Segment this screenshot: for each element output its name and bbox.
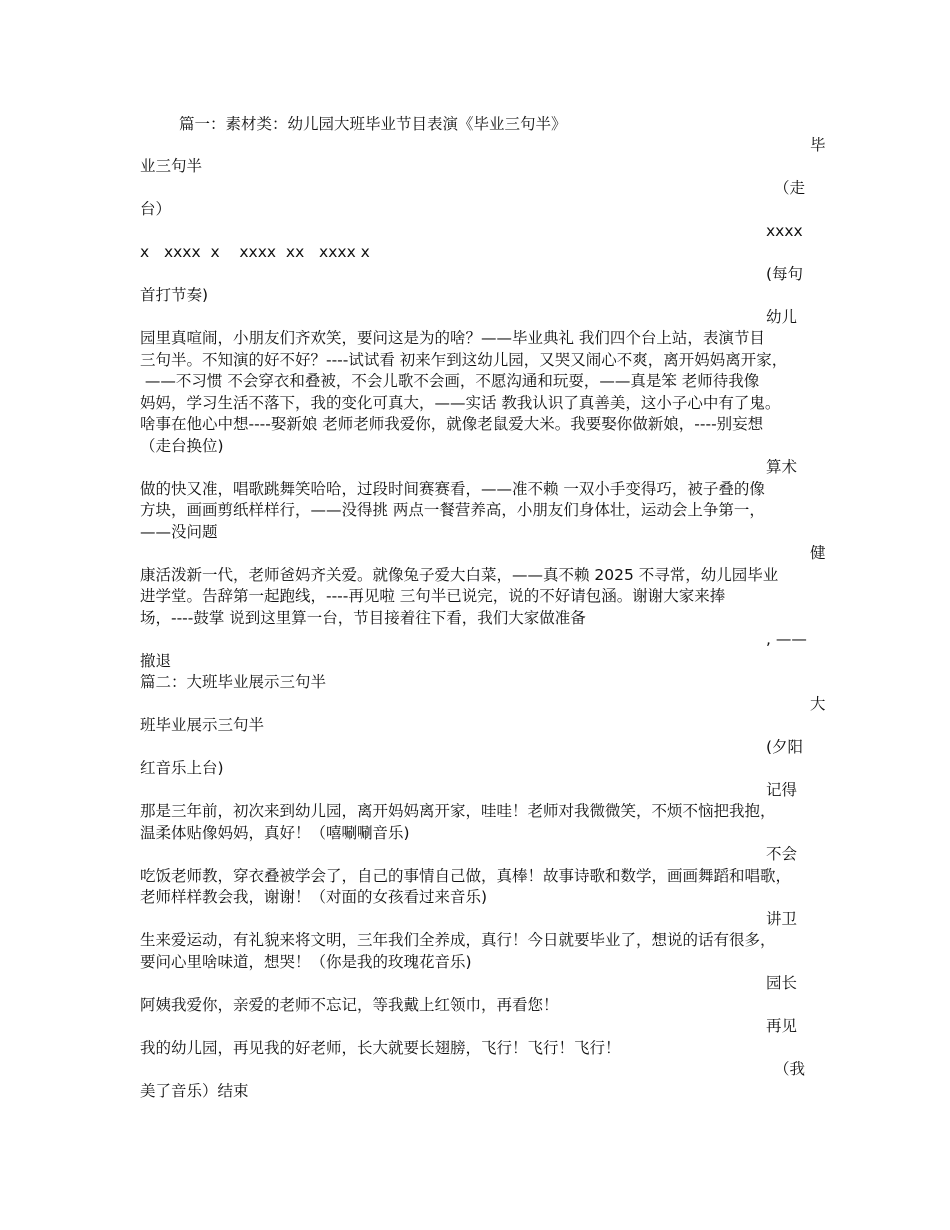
text-line: , —— xyxy=(766,630,807,648)
text-line: (夕阳 xyxy=(766,738,804,756)
text-line: 阿姨我爱你，亲爱的老师不忘记，等我戴上红领巾，再看您！ xyxy=(140,996,559,1014)
text-line: 再见 xyxy=(766,1017,798,1035)
text-line: 方块，画画剪纸样样行，——没得挑 两点一餐营养高，小朋友们身体壮，运动会上争第一， xyxy=(140,501,765,519)
text-line: 园里真喧闹，小朋友们齐欢笑，要问这是为的啥？——毕业典礼 我们四个台上站，表演节目 xyxy=(140,329,765,347)
text-line: 美了音乐）结束 xyxy=(140,1082,249,1100)
text-line: 吃饭老师教，穿衣叠被学会了，自己的事情自己做，真棒！故事诗歌和数学，画画舞蹈和唱歌， xyxy=(140,867,792,885)
text-line: （走台换位) xyxy=(140,437,224,455)
text-line: 啥事在他心中想----娶新娘 老师老师我爱你，就像老鼠爱大米。我要娶你做新娘，----别妄想 xyxy=(140,415,764,433)
text-line: 首打节奏) xyxy=(140,286,209,304)
text-line: 业三句半 xyxy=(140,157,203,175)
text-line: 做的快又准，唱歌跳舞笑哈哈，过段时间赛赛看，——准不赖 一双小手变得巧，被子叠的像 xyxy=(140,480,765,498)
section-title-1: 篇一：素材类：幼儿园大班毕业节目表演《毕业三句半》 xyxy=(179,115,567,133)
text-line: （走 xyxy=(774,179,806,197)
text-line: 毕 xyxy=(810,136,826,154)
text-line: 红音乐上台) xyxy=(140,759,224,777)
text-line: ——不习惯 不会穿衣和叠被，不会儿歌不会画，不愿沟通和玩耍，——真是笨 老师待我像 xyxy=(140,372,760,390)
text-line: 幼儿 xyxy=(766,308,798,326)
text-line: （我 xyxy=(774,1060,806,1078)
text-line: 健 xyxy=(810,544,826,562)
text-line: 场，----鼓掌 说到这里算一台，节目接着往下看，我们大家做准备 xyxy=(140,609,586,627)
text-line: 讲卫 xyxy=(766,910,798,928)
section-title-2: 篇二：大班毕业展示三句半 xyxy=(140,673,327,691)
text-line: xxxx xyxy=(766,222,803,240)
text-line: 那是三年前，初次来到幼儿园，离开妈妈离开家，哇哇！老师对我微微笑，不烦不恼把我抱， xyxy=(140,802,776,820)
text-line: 不会 xyxy=(766,845,798,863)
text-line: 进学堂。告辞第一起跑线，----再见啦 三句半已说完，说的不好请包涵。谢谢大家来捧 xyxy=(140,587,726,605)
text-line: 生来爱运动，有礼貌来将文明，三年我们全养成，真行！今日就要毕业了，想说的话有很多， xyxy=(140,931,776,949)
text-line: 三句半。不知演的好不好？----试试看 初来乍到这幼儿园，又哭又闹心不爽，离开妈妈离开家， xyxy=(140,351,788,369)
text-line: 撤退 xyxy=(140,652,172,670)
text-line: ——没问题 xyxy=(140,523,218,541)
text-line: x xxxx x xxxx xx xxxx x xyxy=(140,243,370,261)
text-line: 妈妈，学习生活不落下，我的变化可真大，——实话 教我认识了真善美，这小子心中有了鬼。 xyxy=(140,394,781,412)
text-line: 园长 xyxy=(766,974,798,992)
text-line: 康活泼新一代，老师爸妈齐关爱。就像兔子爱大白菜，——真不赖 2025 不寻常，幼儿园毕业 xyxy=(140,566,779,584)
text-line: 记得 xyxy=(766,781,798,799)
text-line: 老师样样教会我，谢谢！（对面的女孩看过来音乐) xyxy=(140,888,488,906)
text-line: 温柔体贴像妈妈，真好！（嘻唰唰音乐) xyxy=(140,824,410,842)
text-line: 台） xyxy=(140,200,172,218)
text-line: 算术 xyxy=(766,458,798,476)
text-line: (每句 xyxy=(766,265,804,283)
text-line: 大 xyxy=(810,695,826,713)
text-line: 班毕业展示三句半 xyxy=(140,716,265,734)
text-line: 要问心里啥味道，想哭！（你是我的玫瑰花音乐) xyxy=(140,953,472,971)
text-line: 我的幼儿园，再见我的好老师，长大就要长翅膀，飞行！飞行！飞行！ xyxy=(140,1039,621,1057)
